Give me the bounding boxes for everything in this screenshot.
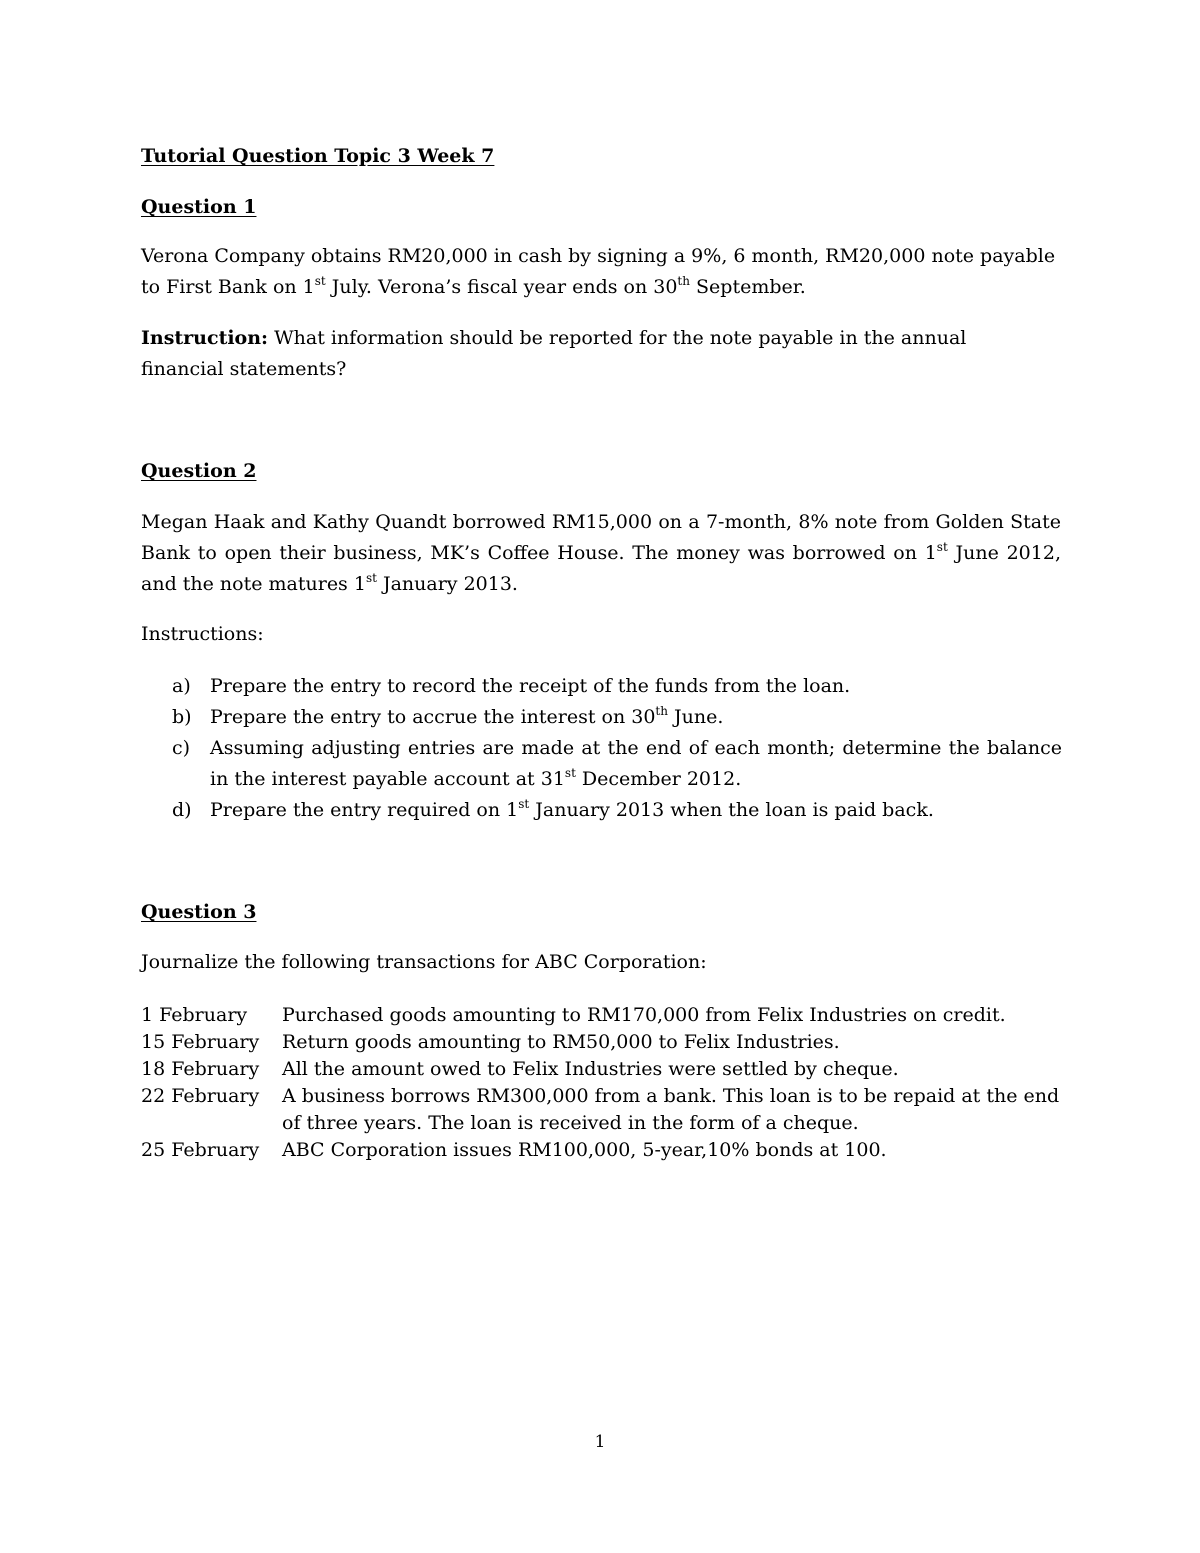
list-item [172, 671, 1062, 702]
list-marker: b) [172, 706, 192, 728]
list-marker: d) [172, 799, 192, 821]
list-text [210, 702, 1062, 733]
text-span: December 2012. [575, 768, 742, 790]
superscript: st [314, 273, 326, 288]
question-1-paragraph [141, 241, 1071, 303]
page-number: 1 [594, 1432, 606, 1452]
text-span: to First Bank on 1 [141, 276, 315, 298]
transaction-date: 22 February [141, 1085, 260, 1107]
text-span: January 2013. [376, 573, 518, 595]
transaction-description: A business borrows RM300,000 from a bank. This loan is to be repaid at the end of three years. The loan is received in the form of a cheque. [282, 1085, 1060, 1134]
list-item [172, 702, 1062, 733]
question-2-instructions-label: Instructions: [141, 623, 264, 645]
list-marker: a) [172, 675, 191, 697]
superscript: st [564, 765, 576, 780]
list-text [210, 733, 1062, 795]
table-row [141, 1083, 1061, 1137]
instruction-text: What information should be reported for the note payable in the annual financial statements? [141, 327, 967, 380]
question-3-intro: Journalize the following transactions for ABC Corporation: [141, 951, 707, 973]
text-span: July. Verona’s fiscal year ends on 30 [325, 276, 678, 298]
text-span: January 2013 when the loan is paid back. [529, 799, 934, 821]
transaction-date: 18 February [141, 1058, 260, 1080]
question-3-heading: Question 3 [141, 901, 257, 923]
question-1-line-1: Verona Company obtains RM20,000 in cash by signing a 9%, 6 month, RM20,000 note payable [141, 245, 1056, 267]
superscript: st [365, 570, 377, 585]
table-row [141, 1002, 1061, 1029]
instruction-label: Instruction: [141, 327, 269, 349]
list-text [210, 795, 1062, 826]
superscript: th [677, 273, 690, 288]
transaction-description: All the amount owed to Felix Industries were settled by cheque. [282, 1058, 899, 1080]
text-span: September. [689, 276, 806, 298]
text-span: Prepare the entry to record the receipt of the funds from the loan. [210, 675, 851, 697]
text-span: Assuming adjusting entries are made at the end of each month; determine the balance in the interest payable account at 31 [210, 737, 1062, 790]
list-item [172, 795, 1062, 826]
transactions-table [141, 1002, 1061, 1164]
transaction-date: 25 February [141, 1139, 260, 1161]
question-1-line-2 [141, 272, 1071, 303]
list-item [172, 733, 1062, 795]
text-span: Megan Haak and Kathy Quandt borrowed RM15,000 on a 7-month, 8% note from Golden State Bank to open their business, MK’s Coffee House. The money was borrowed on 1 [141, 511, 1061, 564]
question-2-paragraph [141, 507, 1061, 600]
question-1-instruction [141, 323, 1041, 385]
question-2-heading: Question 2 [141, 460, 257, 482]
list-marker: c) [172, 737, 191, 759]
superscript: th [655, 703, 668, 718]
text-span: Prepare the entry to accrue the interest on 30 [210, 706, 656, 728]
table-row [141, 1056, 1061, 1083]
transaction-description: Return goods amounting to RM50,000 to Felix Industries. [282, 1031, 840, 1053]
question-2-instruction-list [172, 671, 1062, 826]
transaction-date: 15 February [141, 1031, 260, 1053]
transaction-date: 1 February [141, 1004, 248, 1026]
question-1-heading: Question 1 [141, 196, 257, 218]
transaction-description: ABC Corporation issues RM100,000, 5-year,10% bonds at 100. [282, 1139, 887, 1161]
text-span: June 2012, and the note matures 1 [141, 542, 1061, 595]
document-title: Tutorial Question Topic 3 Week 7 [141, 145, 495, 167]
list-text [210, 671, 1062, 702]
superscript: st [518, 796, 530, 811]
superscript: st [936, 539, 948, 554]
table-row [141, 1137, 1061, 1164]
transaction-description: Purchased goods amounting to RM170,000 from Felix Industries on credit. [282, 1004, 1006, 1026]
text-span: June. [667, 706, 724, 728]
text-span: Prepare the entry required on 1 [210, 799, 519, 821]
table-row [141, 1029, 1061, 1056]
